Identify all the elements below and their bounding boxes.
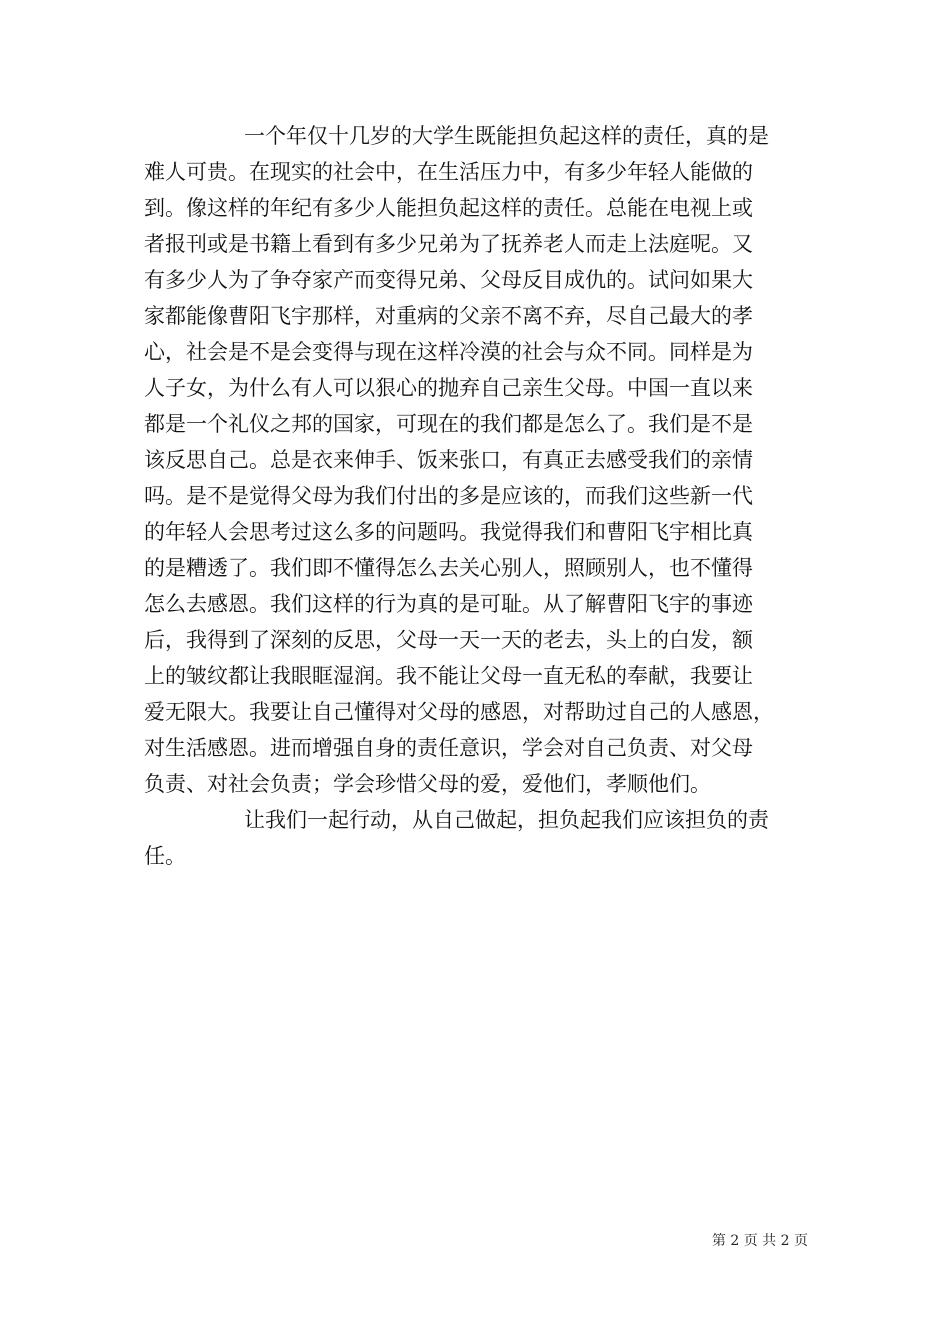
paragraph-line: 一个年仅十几岁的大学生既能担负起这样的责任，真的是 (244, 124, 769, 148)
paragraph-line: 爱无限大。我要让自己懂得对父母的感恩，对帮助过自己的人感恩， (144, 700, 774, 724)
paragraph-line: 难人可贵。在现实的社会中，在生活压力中，有多少年轻人能做的 (144, 160, 753, 184)
paragraph-line: 上的皱纹都让我眼眶湿润。我不能让父母一直无私的奉献，我要让 (144, 664, 753, 688)
paragraph-line: 让我们一起行动，从自己做起，担负起我们应该担负的责 (244, 808, 769, 832)
paragraph-2 (144, 802, 808, 874)
paragraph-line: 人子女，为什么有人可以狠心的抛弃自己亲生父母。中国一直以来 (144, 376, 753, 400)
paragraph-line: 的是糟透了。我们即不懂得怎么去关心别人，照顾别人，也不懂得 (144, 556, 753, 580)
paragraph-line: 任。 (144, 844, 186, 868)
paragraph-line: 家都能像曹阳飞宇那样，对重病的父亲不离不弃，尽自己最大的孝 (144, 304, 753, 328)
paragraph-line: 心，社会是不是会变得与现在这样冷漠的社会与众不同。同样是为 (144, 340, 753, 364)
paragraph-line: 有多少人为了争夺家产而变得兄弟、父母反目成仇的。试问如果大 (144, 268, 753, 292)
paragraph-line: 到。像这样的年纪有多少人能担负起这样的责任。总能在电视上或 (144, 196, 753, 220)
paragraph-line: 都是一个礼仪之邦的国家，可现在的我们都是怎么了。我们是不是 (144, 412, 753, 436)
paragraph-line: 该反思自己。总是衣来伸手、饭来张口，有真正去感受我们的亲情 (144, 448, 753, 472)
paragraph-line: 负责、对社会负责；学会珍惜父母的爱，爱他们，孝顺他们。 (144, 772, 711, 796)
page-number-footer: 第 2 页 共 2 页 (711, 1233, 808, 1249)
paragraph-line: 者报刊或是书籍上看到有多少兄弟为了抚养老人而走上法庭呢。又 (144, 232, 753, 256)
paragraph-line: 吗。是不是觉得父母为我们付出的多是应该的，而我们这些新一代 (144, 484, 753, 508)
body-text (144, 118, 808, 874)
paragraph-1 (144, 118, 808, 802)
paragraph-line: 后，我得到了深刻的反思，父母一天一天的老去，头上的白发，额 (144, 628, 753, 652)
paragraph-line: 怎么去感恩。我们这样的行为真的是可耻。从了解曹阳飞宇的事迹 (144, 592, 753, 616)
paragraph-line: 的年轻人会思考过这么多的问题吗。我觉得我们和曹阳飞宇相比真 (144, 520, 753, 544)
paragraph-line: 对生活感恩。进而增强自身的责任意识，学会对自己负责、对父母 (144, 736, 753, 760)
